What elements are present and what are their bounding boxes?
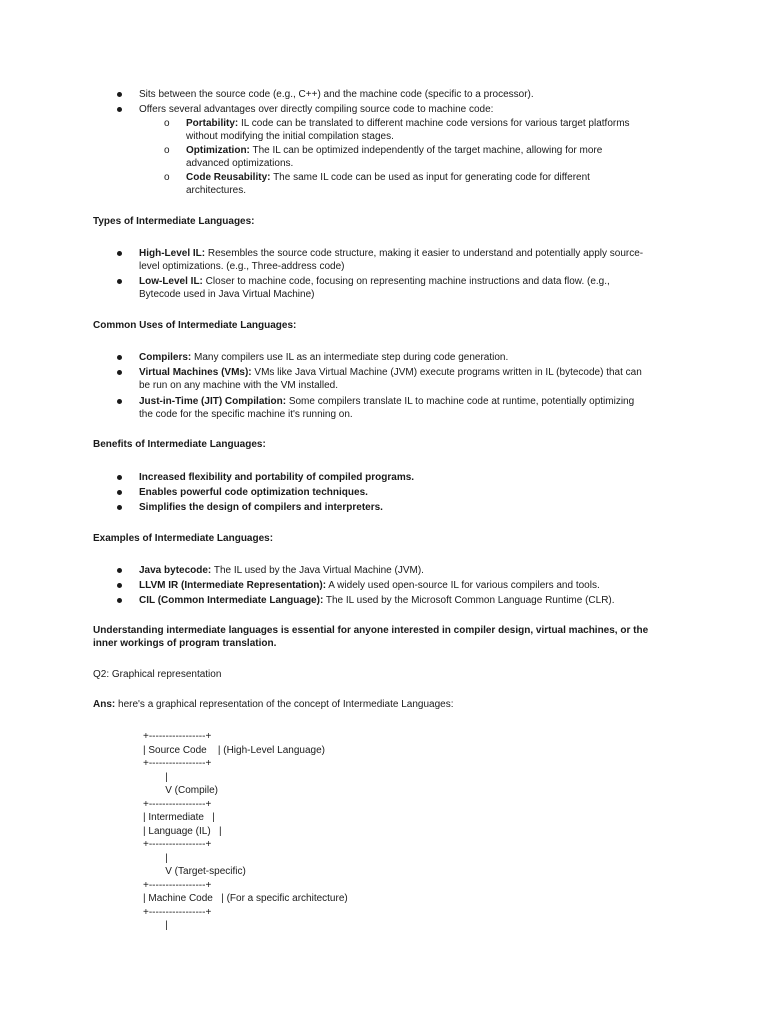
sub-item-portability-cont: without modifying the initial compilation stages. [186,131,394,142]
diagram-line: +-----------------+ [143,879,212,891]
uses-item-vms: Virtual Machines (VMs): VMs like Java Virtual Machine (JVM) execute programs written in IL (bytecode) that can [139,367,642,378]
benefits-item: Simplifies the design of compilers and interpreters. [139,502,383,513]
bullet-marker [117,370,122,375]
types-item-high-level: High-Level IL: Resembles the source code structure, making it easier to understand and potentially apply source- [139,248,644,259]
examples-item-cil: CIL (Common Intermediate Language): The IL used by the Microsoft Common Language Runtime (CLR). [139,595,615,606]
sub-bullet-marker: o [164,118,170,129]
diagram-line: | [143,920,168,931]
bullet-marker [117,568,122,573]
conclusion-line-2: inner workings of program translation. [93,638,277,649]
examples-item-llvm-ir: LLVM IR (Intermediate Representation): A widely used open-source IL for various compilers and tools. [139,580,600,591]
diagram-line: +-----------------+ [143,906,212,918]
bullet-marker [117,598,122,603]
bullet-marker [117,251,122,256]
types-item-low-level-cont: Bytecode used in Java Virtual Machine) [139,289,315,300]
diagram-line: +-----------------+ [143,798,212,810]
answer-intro: Ans: here's a graphical representation of the concept of Intermediate Languages: [93,699,454,710]
uses-item-vms-cont: be run on any machine with the VM installed. [139,380,338,391]
diagram-line: +-----------------+ [143,758,212,769]
diagram-line: | [143,771,168,783]
ascii-diagram [143,730,543,933]
diagram-line: +-----------------+ [143,839,212,850]
benefits-item: Increased flexibility and portability of compiled programs. [139,472,415,483]
uses-item-compilers: Compilers: Many compilers use IL as an intermediate step during code generation. [139,352,509,363]
uses-item-jit: Just-in-Time (JIT) Compilation: Some compilers translate IL to machine code at runtime, potentially optimizing [139,396,635,407]
sub-item-portability: Portability: IL code can be translated to different machine code versions for various target platforms [186,118,630,129]
diagram-line: | Language (IL) | [143,825,222,837]
bullet-marker [117,399,122,404]
sub-bullet-marker: o [164,145,170,156]
bullet-marker [117,279,122,284]
sub-item-optimization-cont: advanced optimizations. [186,158,294,169]
types-heading: Types of Intermediate Languages: [93,216,255,227]
benefits-heading: Benefits of Intermediate Languages: [93,439,266,450]
intro-bullet-1: Sits between the source code (e.g., C++) and the machine code (specific to a processor). [139,89,534,100]
diagram-line: | Intermediate | [143,812,215,823]
diagram-line: V (Target-specific) [143,866,246,877]
examples-heading: Examples of Intermediate Languages: [93,533,274,544]
diagram-line: V (Compile) [143,785,219,796]
bullet-marker [117,92,122,97]
diagram-line: | Source Code | (High-Level Language) [143,744,325,756]
diagram-line: | [143,852,168,864]
intro-bullet-2: Offers several advantages over directly compiling source code to machine code: [139,104,494,115]
uses-heading: Common Uses of Intermediate Languages: [93,320,297,331]
bullet-marker [117,107,122,112]
bullet-marker [117,490,122,495]
examples-item-java-bytecode: Java bytecode: The IL used by the Java Virtual Machine (JVM). [139,565,424,576]
bullet-marker [117,355,122,360]
diagram-line: +-----------------+ [143,731,212,742]
types-item-high-level-cont: level optimizations. (e.g., Three-address code) [139,261,345,272]
sub-item-reusability-cont: architectures. [186,185,247,196]
conclusion-line-1: Understanding intermediate languages is essential for anyone interested in compiler design, virtual machines, or the [93,625,649,636]
bullet-marker [117,505,122,510]
sub-item-optimization: Optimization: The IL can be optimized independently of the target machine, allowing for more [186,145,603,156]
bullet-marker [117,475,122,480]
diagram-line: | Machine Code | (For a specific architecture) [143,893,348,904]
benefits-item: Enables powerful code optimization techniques. [139,487,368,498]
sub-item-reusability: Code Reusability: The same IL code can be used as input for generating code for different [186,172,590,183]
sub-bullet-marker: o [164,172,170,183]
question-q2: Q2: Graphical representation [93,669,222,680]
bullet-marker [117,583,122,588]
types-item-low-level: Low-Level IL: Closer to machine code, focusing on representing machine instructions and data flow. (e.g., [139,276,610,287]
uses-item-jit-cont: the code for the specific machine it's running on. [139,409,353,420]
